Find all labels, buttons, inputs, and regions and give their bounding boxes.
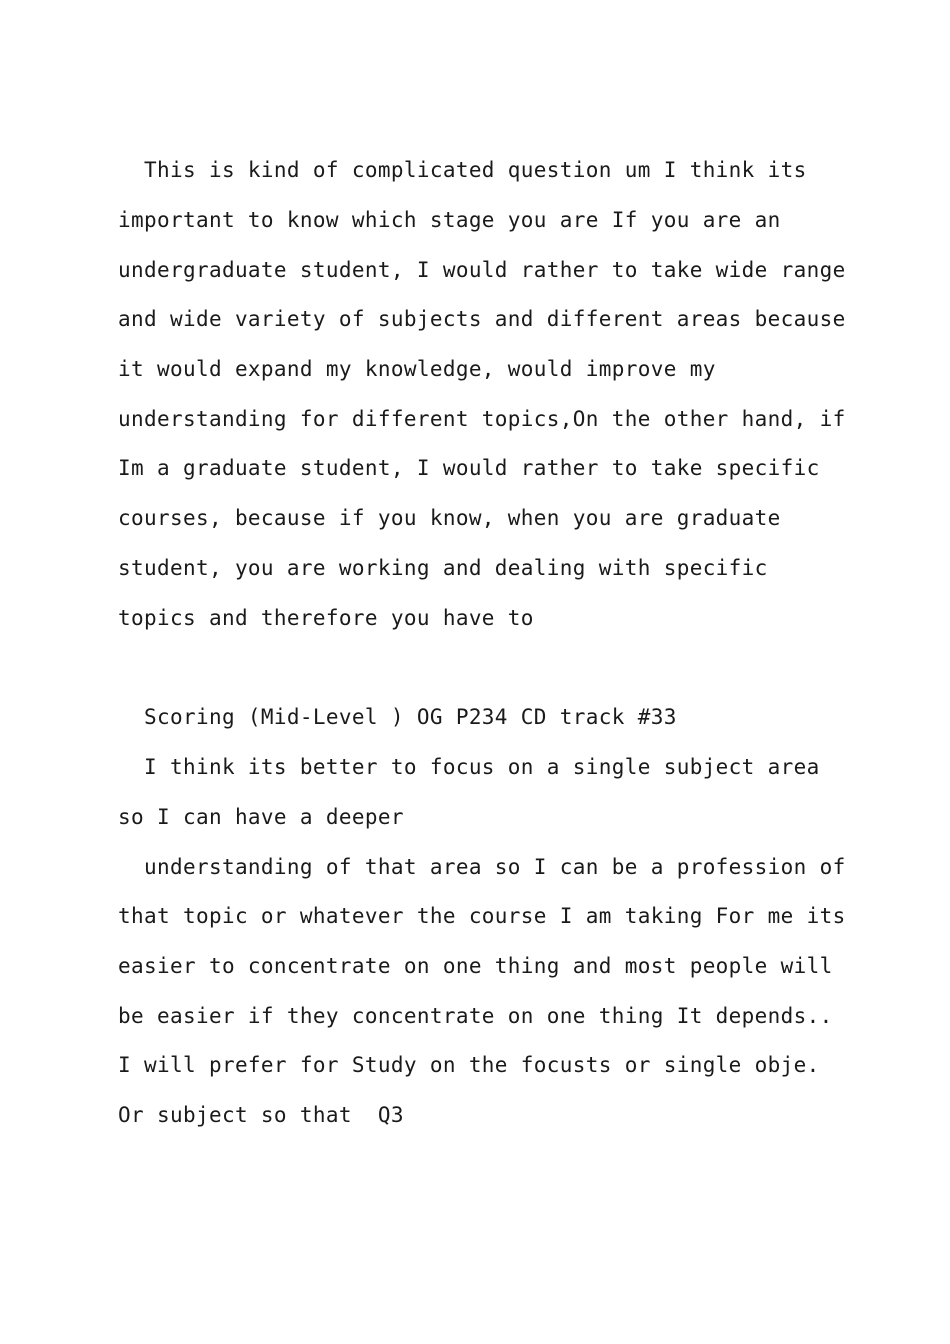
section-heading: Scoring (Mid-Level ) OG P234 CD track #33 [118,705,677,729]
text-line: topics and therefore you have to [118,606,534,630]
text-line: I will prefer for Study on the focusts or single obje. [118,1053,820,1077]
text-line: This is kind of complicated question um I think its [118,158,807,182]
text-line: understanding for different topics,On the other hand, if [118,407,846,431]
text-line: Or subject so that Q3 [118,1103,404,1127]
text-line: understanding of that area so I can be a profession of [118,855,846,879]
text-line: undergraduate student, I would rather to take wide range [118,258,846,282]
text-line: so I can have a deeper [118,805,404,829]
text-line: courses, because if you know, when you are graduate [118,506,781,530]
text-line: it would expand my knowledge, would improve my [118,357,716,381]
text-line: I think its better to focus on a single subject area [118,755,820,779]
text-line: important to know which stage you are If you are an [118,208,781,232]
text-line: student, you are working and dealing with specific [118,556,768,580]
text-line: be easier if they concentrate on one thing It depends.. [118,1004,833,1028]
text-line: easier to concentrate on one thing and most people will [118,954,833,978]
text-line: Im a graduate student, I would rather to take specific [118,456,820,480]
text-line: and wide variety of subjects and different areas because [118,307,846,331]
text-line: that topic or whatever the course I am taking For me its [118,904,846,928]
